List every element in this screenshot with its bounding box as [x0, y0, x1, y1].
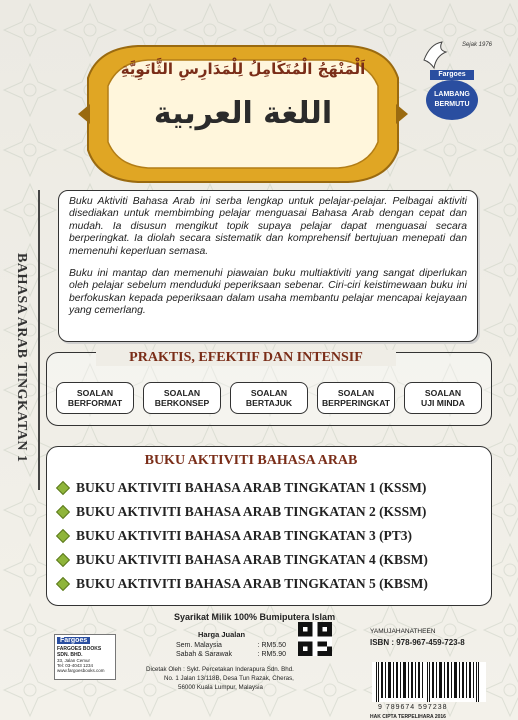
bullet-icon — [56, 481, 70, 495]
series-item — [58, 502, 478, 522]
logo-ring-line1: LAMBANG — [434, 91, 470, 98]
feature-pill — [230, 382, 308, 414]
company-line: www.fargoesbooks.com — [57, 668, 105, 673]
feature-pill — [143, 382, 221, 414]
bullet-icon — [56, 505, 70, 519]
series-item-label: BUKU AKTIVITI BAHASA ARAB TINGKATAN 2 (KSSM) — [76, 504, 427, 519]
description-paragraph-1: Buku Aktiviti Bahasa Arab ini serba lengkap untuk pelajar-pelajar. Pelbagai aktiviti disediakan untuk membimbing pelajar menguasai Bahasa Arab dengan cepat dan mudah. Ia disusun mengikut topik supaya pelajar dapat menguasai secara berperingkat. Ia diolah secara sistematik dan komprehensif bertujuan menepati dan memenuhi keperluan semasa. — [69, 196, 467, 257]
publisher-logo — [420, 40, 492, 120]
spine-label: BAHASA ARAB TINGKATAN 1 — [14, 253, 29, 463]
feature-line1: SOALAN — [76, 388, 114, 398]
series-item-label: BUKU AKTIVITI BAHASA ARAB TINGKATAN 4 (KBSM) — [76, 552, 428, 567]
price-value: : RM5.50 — [257, 642, 286, 649]
feature-line2: UJI MINDA — [421, 398, 465, 408]
bird-icon — [422, 40, 450, 70]
bullet-icon — [56, 577, 70, 591]
series-item — [58, 574, 478, 594]
features-title: PRAKTIS, EFEKTIF DAN INTENSIF — [96, 350, 396, 366]
barcode-area — [370, 628, 488, 720]
qr-code-icon — [298, 622, 332, 656]
logo-brand: Fargoes — [430, 70, 474, 80]
feature-line2: BERPERINGKAT — [321, 398, 391, 408]
description-paragraph-2: Buku ini mantap dan memenuhi piawaian buku multiaktiviti yang sangat diperlukan oleh pelajar sebelum menduduki peperiksaan sebenar. Ciri-ciri keistimewaan buku ini berfokuskan kepada peperiksaan dalam usaha membantu pelajar mencapai kejayaan yang cemerlang. — [69, 268, 467, 317]
description-box — [58, 190, 478, 342]
copyright: HAK CIPTA TERPELIHARA 2016 — [370, 714, 446, 720]
feature-line2: BERKONSEP — [154, 398, 210, 408]
company-line: 33, Jalan Cemur — [57, 658, 91, 663]
bullet-icon — [56, 529, 70, 543]
feature-line2: BERFORMAT — [67, 398, 123, 408]
feature-line1: SOALAN — [424, 388, 462, 398]
price-value: : RM5.90 — [257, 651, 286, 658]
series-title: BUKU AKTIVITI BAHASA ARAB — [96, 450, 406, 472]
barcode-digits: 9 789674 597238 — [378, 704, 448, 711]
logo-ring — [426, 80, 478, 120]
price-row — [176, 651, 286, 658]
author-code: YAMUJAHANATHEEN — [370, 628, 436, 635]
publisher-address-box — [54, 634, 116, 680]
logo-year: Sejak 1976 — [461, 42, 492, 48]
series-item-label: BUKU AKTIVITI BAHASA ARAB TINGKATAN 3 (PT3) — [76, 528, 413, 543]
spine-divider — [38, 190, 40, 490]
bullet-icon — [56, 553, 70, 567]
spine-label-area — [6, 228, 36, 488]
title-banner — [78, 38, 408, 190]
series-item-label: BUKU AKTIVITI BAHASA ARAB TINGKATAN 5 (KBSM) — [76, 576, 428, 591]
fargoes-logo: Fargoes — [57, 637, 90, 644]
feature-line1: SOALAN — [163, 388, 201, 398]
feature-pill — [317, 382, 395, 414]
series-item — [58, 550, 478, 570]
arabic-subtitle: اَلْمَنْهَجُ الْمُتَكَامِلُ لِلْمَدَارِسِ الثَّانَوِيَّةِ — [120, 60, 366, 78]
logo-ring-line2: BERMUTU — [434, 101, 470, 108]
printer-line: No. 1 Jalan 13/118B, Desa Tun Razak, Cheras, — [164, 675, 294, 682]
isbn: ISBN : 978-967-459-723-8 — [370, 638, 465, 647]
printer-line: 56000 Kuala Lumpur, Malaysia — [178, 684, 263, 691]
feature-line1: SOALAN — [250, 388, 288, 398]
series-item — [58, 526, 478, 546]
printer-line: Dicetak Oleh : Sykt. Percetakan Inderapura Sdn. Bhd. — [146, 666, 294, 673]
feature-pill — [404, 382, 482, 414]
barcode-icon — [372, 662, 486, 702]
price-region: Sabah & Sarawak — [176, 651, 233, 658]
feature-line1: SOALAN — [337, 388, 375, 398]
company-name: FARGOES BOOKS SDN. BHD. — [57, 646, 102, 658]
company-line: Tel: 03-4043 1234 — [57, 663, 94, 668]
bumiputera-note: Syarikat Milik 100% Bumiputera Islam — [174, 612, 336, 622]
arabic-title: اللغة العربية — [153, 96, 333, 131]
series-item — [58, 478, 478, 498]
price-heading: Harga Jualan — [198, 630, 246, 639]
price-region: Sem. Malaysia — [176, 642, 222, 649]
feature-line2: BERTAJUK — [245, 398, 293, 408]
series-item-label: BUKU AKTIVITI BAHASA ARAB TINGKATAN 1 (KSSM) — [76, 480, 427, 495]
price-row — [176, 642, 286, 649]
feature-pill — [56, 382, 134, 414]
